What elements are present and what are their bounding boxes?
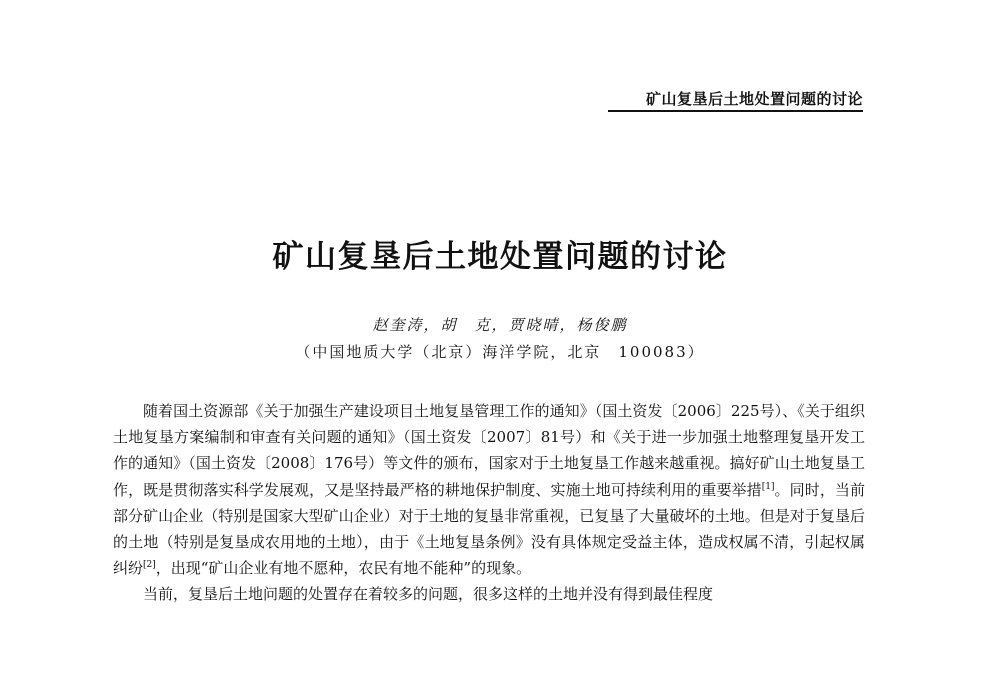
paragraph-1-text-b: 。同时，当前部分矿山企业（特别是国家大型矿山企业）对于土地的复垦非常重视，已复垦了大量破坏的土地。但是对于复垦后的土地（特别是复垦成农用地的土地），由于《土地复垦条例》没有具体规定受益主体，造成权属不清，引起权属纠纷 [113, 480, 865, 578]
article-title: 矿山复垦后土地处置问题的讨论 [272, 239, 728, 275]
citation-1: [1] [761, 481, 775, 492]
body-text [113, 398, 865, 608]
paragraph-1-text-a: 随着国土资源部《关于加强生产建设项目土地复垦管理工作的通知》（国土资发〔2006〕225号）、《关于组织土地复垦方案编制和审查有关问题的通知》（国土资发〔2007〕81号）和《关于进一步加强土地整理复垦开发工作的通知》（国土资发〔2008〕176号）等文件的颁布，国家对于土地复垦工作越来越重视。搞好矿山土地复垦工作，既是贯彻落实科学发展观，又是坚持最严格的耕地保护制度、实施土地可持续利用的重要举措 [113, 402, 865, 499]
affiliation: （中国地质大学（北京）海洋学院，北京 100083） [295, 343, 705, 361]
running-head: 矿山复垦后土地处置问题的讨论 [645, 90, 863, 108]
running-head-rule [608, 110, 863, 112]
citation-2: [2] [143, 560, 156, 571]
paragraph-1 [113, 398, 865, 581]
paragraph-1-text-c: ，出现“矿山企业有地不愿种，农民有地不能种”的现象。 [155, 559, 532, 578]
paragraph-2: 当前，复垦后土地问题的处置存在着较多的问题，很多这样的土地并没有得到最佳程度 [143, 585, 714, 604]
author-list: 赵奎涛，胡 克，贾晓晴，杨俊鹏 [372, 316, 628, 334]
